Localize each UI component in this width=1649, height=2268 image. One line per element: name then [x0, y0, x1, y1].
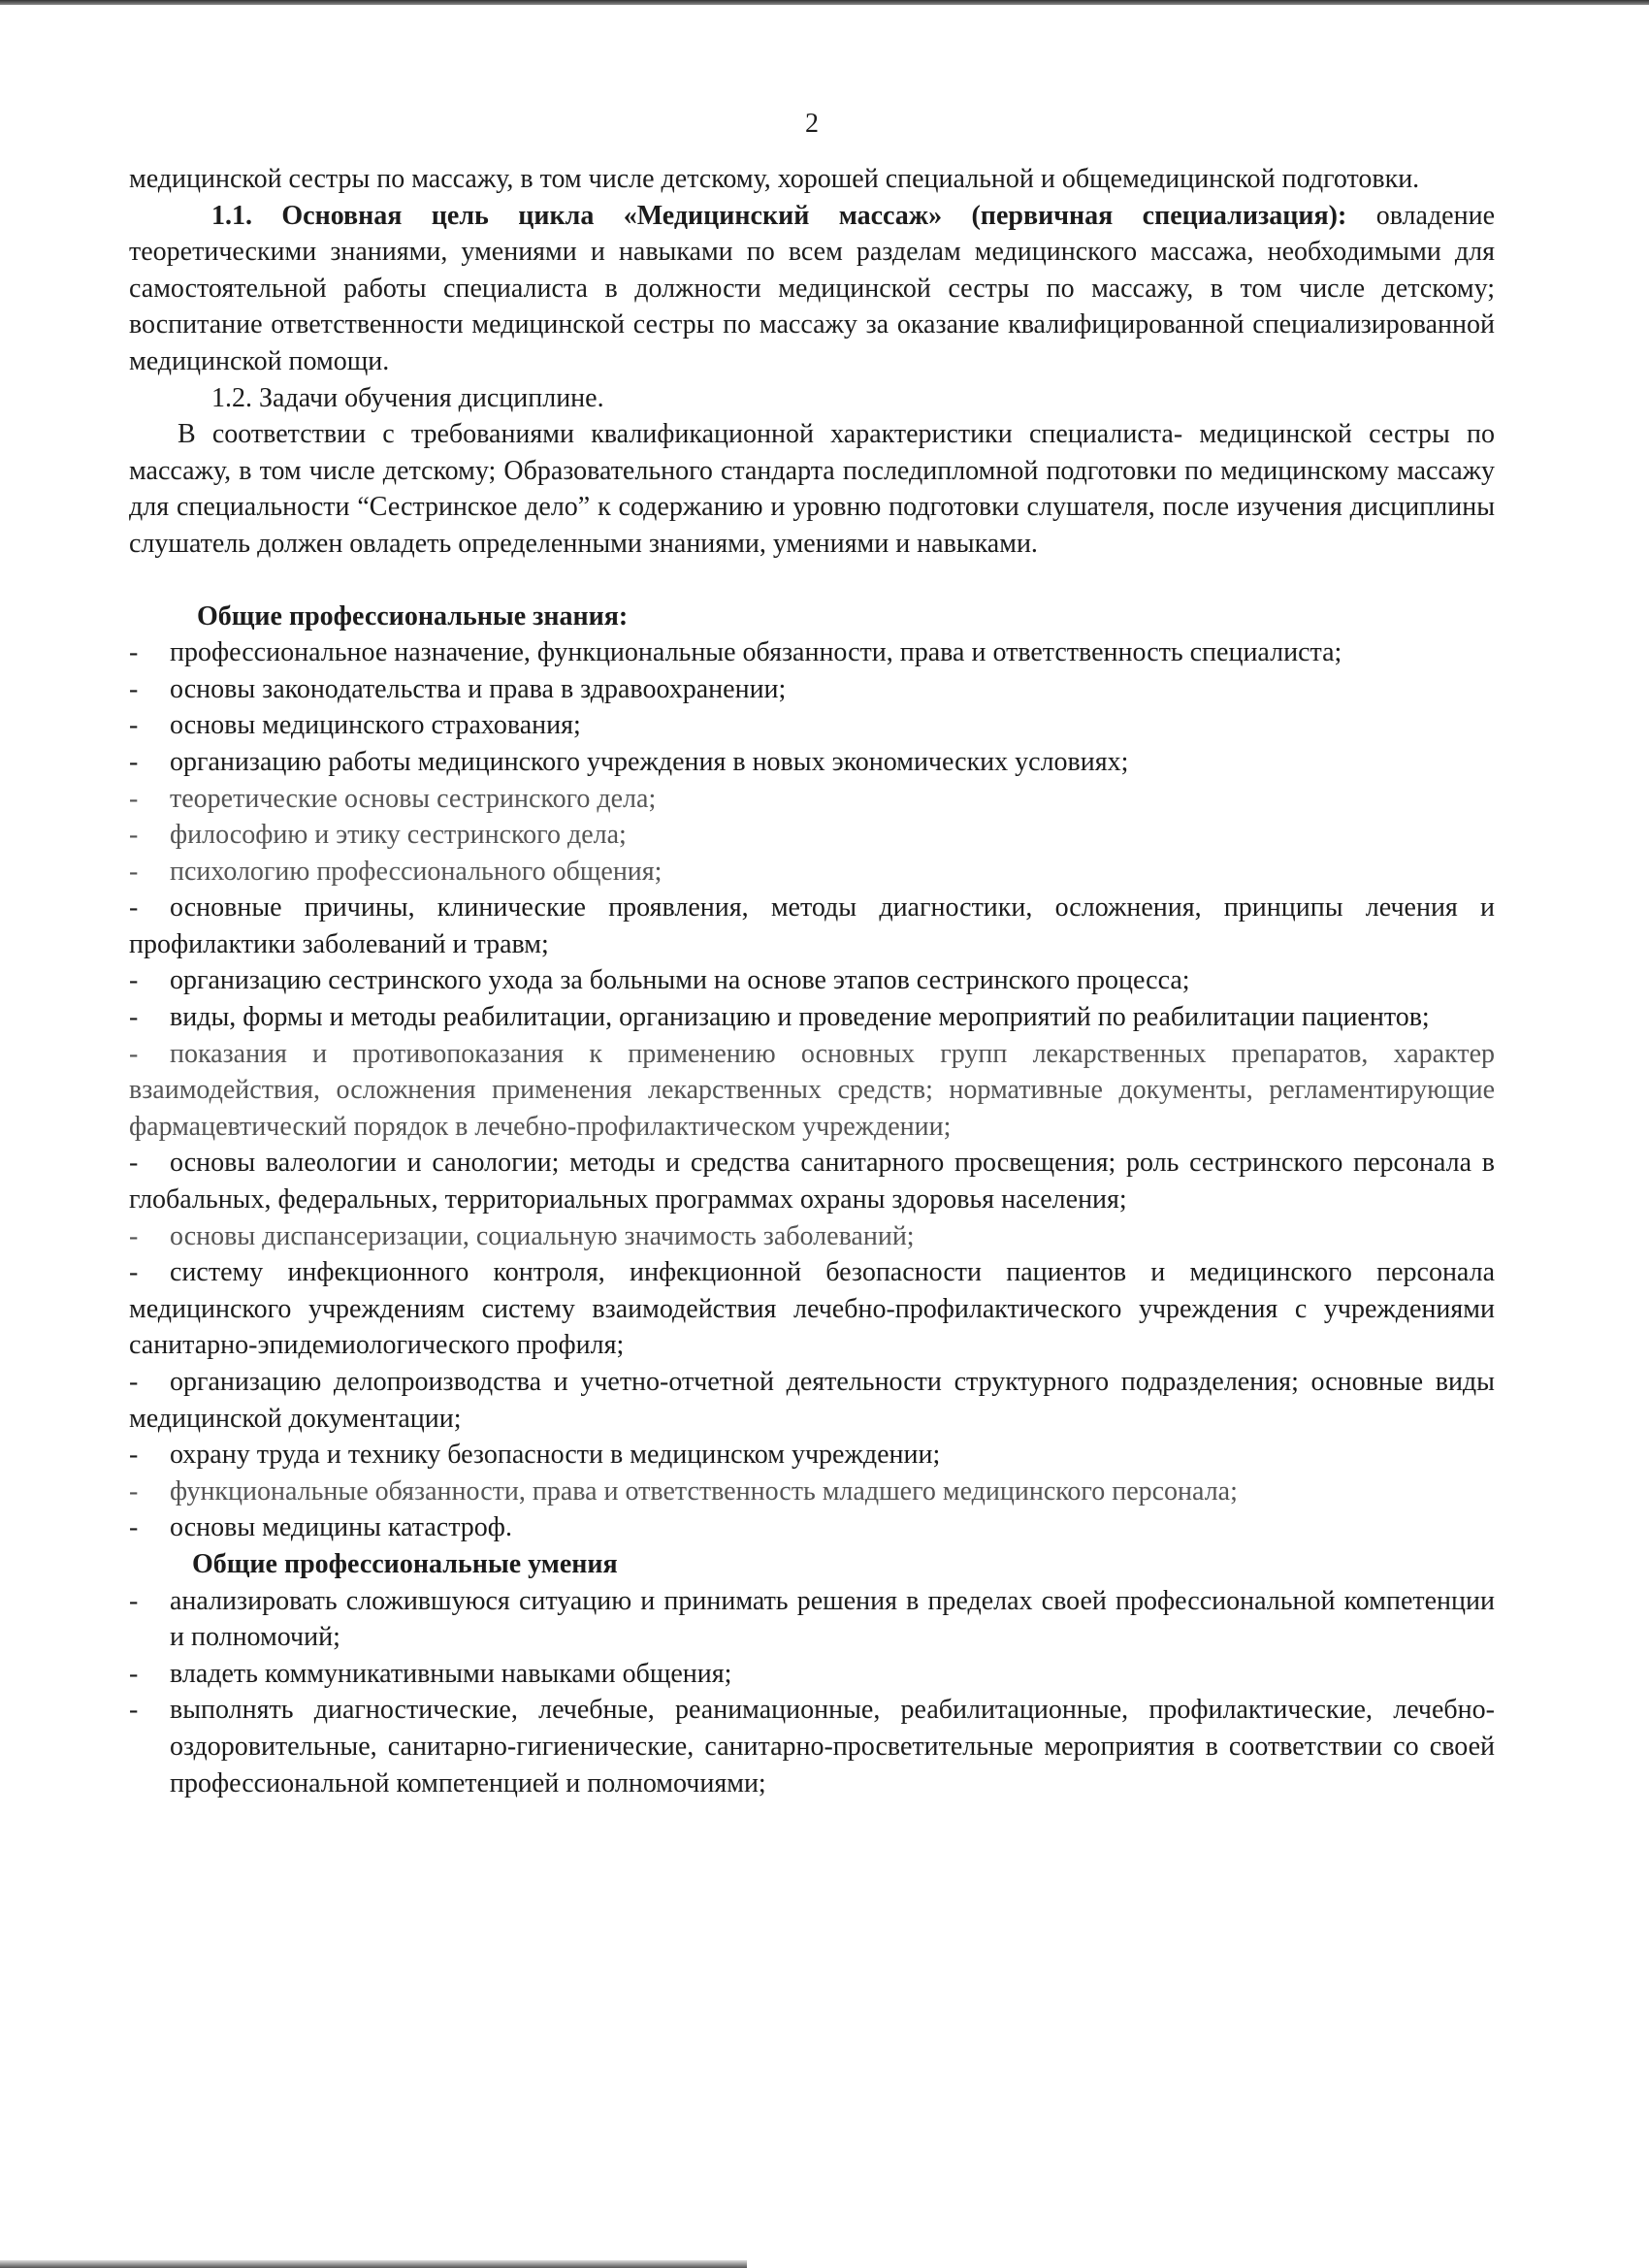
- knowledge-item-text: основы медицинского страхования;: [170, 710, 581, 741]
- knowledge-item: [129, 1509, 1495, 1546]
- document-page: [129, 105, 1495, 1801]
- bullet-dash: -: [129, 783, 139, 814]
- page-number: 2: [805, 109, 819, 139]
- bullet-dash: -: [129, 1148, 139, 1179]
- knowledge-item-text: организацию работы медицинского учреждения в новых экономических условиях;: [170, 746, 1129, 777]
- bullet-dash: -: [129, 1367, 139, 1397]
- knowledge-item: [129, 1364, 1495, 1437]
- knowledge-item-text: виды, формы и методы реабилитации, организацию и проведение мероприятий по реабилитации пациентов;: [170, 1002, 1430, 1033]
- skills-list: [129, 1583, 1495, 1802]
- section-1-1-heading: 1.1. Основная цель цикла «Медицинский массаж» (первичная специализация):: [211, 200, 1347, 231]
- section-1-2-text: В соответствии с требованиями квалификационной характеристики специалиста- медицинской сестры по массажу, в том числе детскому; Образовательного стандарта последипломной подготовки по медицинскому массажу для специальности “Сестринское дело” к содержанию и уровню подготовки слушателя, после изучения дисциплины слушатель должен овладеть определенными знаниями, умениями и навыками.: [129, 419, 1495, 559]
- knowledge-item: [129, 1474, 1495, 1510]
- knowledge-item-text: организацию сестринского ухода за больными на основе этапов сестринского процесса;: [170, 965, 1190, 996]
- bullet-dash: -: [129, 1002, 139, 1033]
- knowledge-item: [129, 962, 1495, 999]
- knowledge-item: [129, 854, 1495, 891]
- knowledge-item-text: психологию профессионального общения;: [170, 856, 663, 887]
- skills-item: [129, 1583, 1495, 1656]
- knowledge-item-text: основные причины, клинические проявления, методы диагностики, осложнения, принципы лечения и профилактики заболеваний и травм;: [129, 892, 1495, 959]
- knowledge-item-text: организацию делопроизводства и учетно-отчетной деятельности структурного подразделения; основные виды медицинской документации;: [129, 1367, 1495, 1434]
- section-1-1: [129, 198, 1495, 380]
- section-1-1-text: овладение теоретическими знаниями, умениями и навыками по всем разделам медицинского массажа, необходимыми для самостоятельной работы специалиста в должности медицинской сестры по массажу, в том числе детскому; воспитание ответственности медицинской сестры по массажу за оказание квалифицированной специализированной медицинской помощи.: [129, 200, 1496, 376]
- knowledge-item-text: основы законодательства и права в здравоохранении;: [170, 673, 787, 704]
- knowledge-item: [129, 1036, 1495, 1146]
- knowledge-item-text: профессиональное назначение, функциональные обязанности, права и ответственность специалиста;: [170, 637, 1342, 668]
- bullet-dash: -: [129, 820, 139, 851]
- bullet-dash: -: [129, 710, 139, 741]
- knowledge-item: [129, 744, 1495, 781]
- knowledge-item: [129, 1437, 1495, 1474]
- skills-item-text: анализировать сложившуюся ситуацию и принимать решения в пределах своей профессиональной компетенции и полномочий;: [170, 1585, 1495, 1653]
- knowledge-item: [129, 707, 1495, 744]
- bullet-dash: -: [129, 1585, 139, 1616]
- bullet-dash: -: [129, 637, 139, 668]
- knowledge-item-text: основы диспансеризации, социальную значимость заболеваний;: [170, 1220, 915, 1251]
- spacer: [129, 563, 1495, 599]
- knowledge-item-text: систему инфекционного контроля, инфекционной безопасности пациентов и медицинского персонала медицинского учреждениям систему взаимодействия лечебно-профилактического учреждения с учреждениями санитарно-эпидемиологического профиля;: [129, 1257, 1495, 1361]
- knowledge-list: [129, 634, 1495, 1546]
- knowledge-item: [129, 890, 1495, 962]
- knowledge-item-text: функциональные обязанности, права и ответственность младшего медицинского персонала;: [170, 1475, 1238, 1507]
- bullet-dash: -: [129, 965, 139, 996]
- knowledge-item: [129, 1145, 1495, 1217]
- scan-edge-bottom: [0, 2260, 747, 2268]
- knowledge-item: [129, 671, 1495, 708]
- knowledge-item: [129, 1218, 1495, 1255]
- knowledge-item-text: теоретические основы сестринского дела;: [170, 783, 657, 814]
- knowledge-item-text: основы медицины катастроф.: [170, 1512, 512, 1543]
- skills-item-text: владеть коммуникативными навыками общения;: [170, 1658, 732, 1689]
- bullet-dash: -: [129, 1475, 139, 1507]
- bullet-dash: -: [129, 892, 139, 923]
- skills-heading: Общие профессиональные умения: [192, 1548, 618, 1579]
- bullet-dash: -: [129, 1038, 139, 1069]
- knowledge-heading: Общие профессиональные знания:: [197, 600, 629, 632]
- bullet-dash: -: [129, 856, 139, 887]
- section-1-2-heading: 1.2. Задачи обучения дисциплине.: [211, 382, 604, 413]
- knowledge-item: [129, 817, 1495, 854]
- bullet-dash: -: [129, 1512, 139, 1543]
- knowledge-item-text: философию и этику сестринского дела;: [170, 820, 627, 851]
- skills-item: [129, 1692, 1495, 1801]
- bullet-dash: -: [129, 1440, 139, 1471]
- intro-continuation: медицинской сестры по массажу, в том числе детскому, хорошей специальной и общемедицинской подготовки.: [129, 164, 1420, 194]
- skills-item: [129, 1656, 1495, 1693]
- knowledge-item: [129, 999, 1495, 1036]
- skills-item-text: выполнять диагностические, лечебные, реанимационные, реабилитационные, профилактические, лечебно-оздоровительные, санитарно-гигиенические, санитарно-просветительные мероприятия в соответствии со своей профессиональной компетенцией и полномочиями;: [170, 1695, 1495, 1798]
- knowledge-item: [129, 781, 1495, 818]
- bullet-dash: -: [129, 1257, 139, 1288]
- knowledge-item: [129, 1254, 1495, 1364]
- bullet-dash: -: [129, 746, 139, 777]
- knowledge-item-text: основы валеологии и санологии; методы и средства санитарного просвещения; роль сестринского персонала в глобальных, федеральных, территориальных программах охраны здоровья населения;: [129, 1148, 1495, 1215]
- scan-edge-top: [0, 0, 1649, 5]
- bullet-dash: -: [129, 1658, 139, 1689]
- knowledge-item-text: показания и противопоказания к применению основных групп лекарственных препаратов, характер взаимодействия, осложнения применения лекарственных средств; нормативные документы, регламентирующие фармацевтический порядок в лечебно-профилактическом учреждении;: [129, 1038, 1495, 1142]
- knowledge-item: [129, 634, 1495, 671]
- bullet-dash: -: [129, 1220, 139, 1251]
- bullet-dash: -: [129, 673, 139, 704]
- knowledge-item-text: охрану труда и технику безопасности в медицинском учреждении;: [170, 1440, 941, 1471]
- bullet-dash: -: [129, 1695, 139, 1726]
